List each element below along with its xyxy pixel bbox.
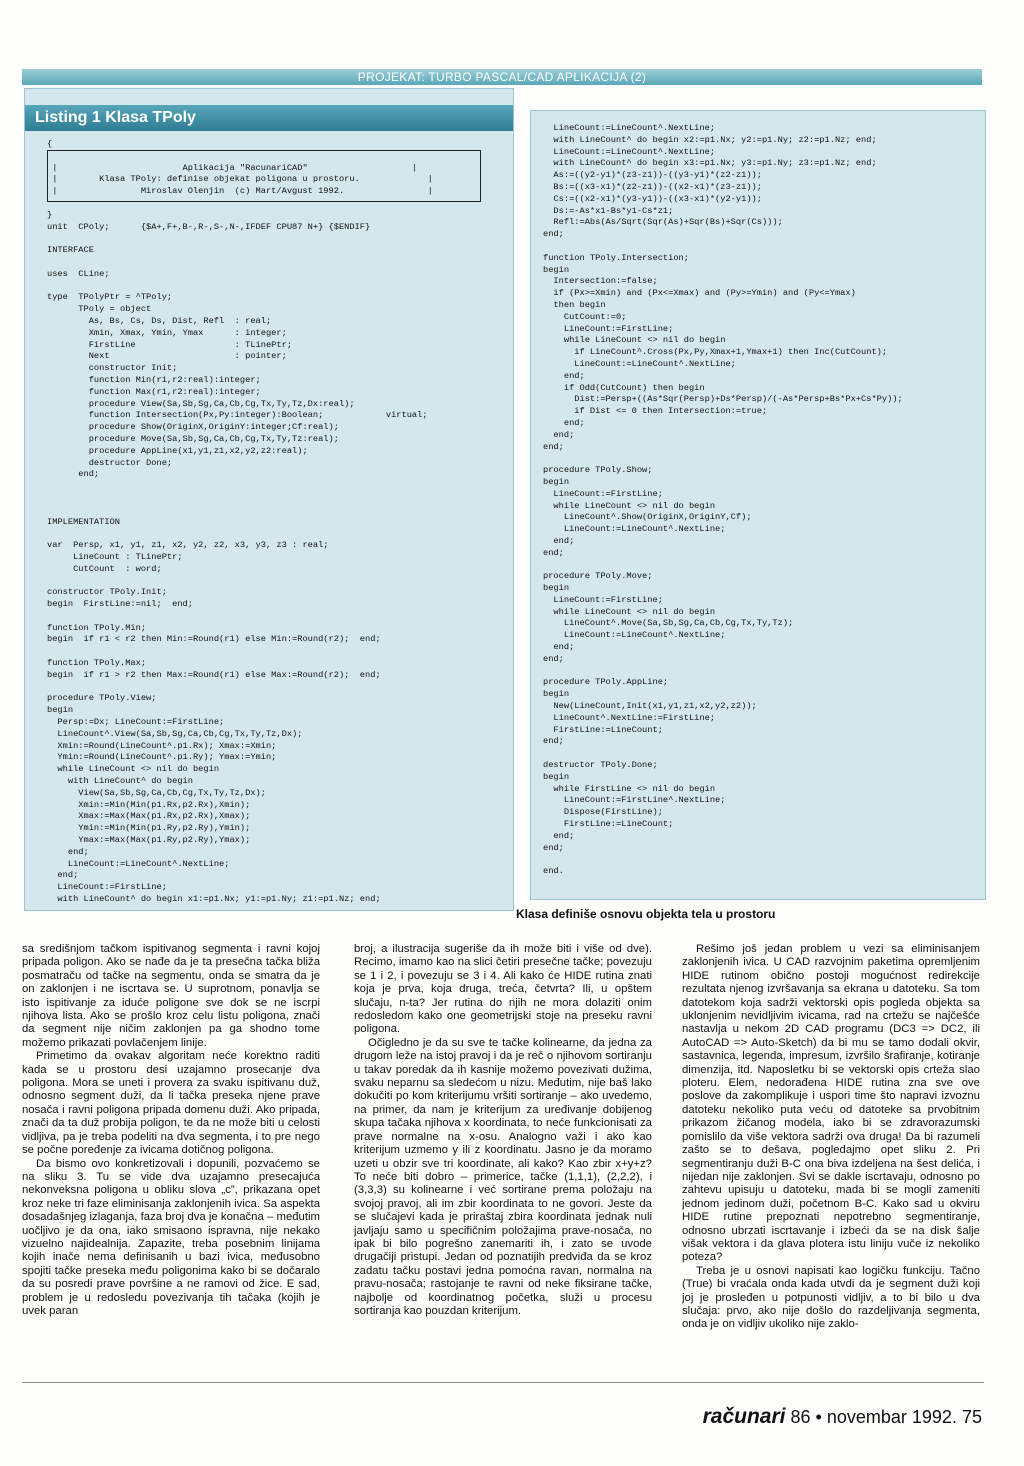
text-column-3 <box>682 943 980 1363</box>
code-listing-left: { | Aplikacija "RacunariCAD" | | Klasa TPoly: definise objekat poligona u prostoru. | | Miroslav Olenjin (c) Mart/Avgust 1992. | } unit CPoly; {$A+,F+,B-,R-,S-,N-,IFDEF CPU87 N+} {$ENDIF} INTERFACE uses CLine; type TPolyPtr = ^TPoly; TPoly = object As, Bs, Cs, Ds, Dist, Refl : real; Xmin, Xmax, Ymin, Ymax : integer; FirstLine : TLinePtr; Next : pointer; constructor Init; function Min(r1,r2:real):integer; function Max(r1,r2:real):integer; procedure View(Sa,Sb,Sg,Ca,Cb,Cg,Tx,Ty,Tz,Dx:real); function Intersection(Px,Py:integer):Boolean; virtual; procedure Show(OriginX,OriginY:integer;Cf:real); procedure Move(Sa,Sb,Sg,Ca,Cb,Cg,Tx,Ty,Tz:real); procedure AppLine(x1,y1,z1,x2,y2,z2:real); destructor Done; end; IMPLEMENTATION var Persp, x1, y1, z1, x2, y2, z2, x3, y3, z3 : real; LineCount : TLinePtr; CutCount : word; constructor TPoly.Init; begin FirstLine:=nil; end; function TPoly.Min; begin if r1 < r2 then Min:=Round(r1) else Min:=Round(r2); end; function TPoly.Max; begin if r1 > r2 then Max:=Round(r1) else Max:=Round(r2); end; procedure TPoly.View; begin Persp:=Dx; LineCount:=FirstLine; LineCount^.View(Sa,Sb,Sg,Ca,Cb,Cg,Tx,Ty,Tz,Dx); Xmin:=Round(LineCount^.p1.Rx); Xmax:=Xmin; Ymin:=Round(LineCount^.p1.Ry); Ymax:=Ymin; while LineCount <> nil do begin with LineCount^ do begin View(Sa,Sb,Sg,Ca,Cb,Cg,Tx,Ty,Tz,Dx); Xmin:=Min(Min(p1.Rx,p2.Rx),Xmin); Xmax:=Max(Max(p1.Rx,p2.Rx),Xmax); Ymin:=Min(Min(p1.Ry,p2.Ry),Ymin); Ymax:=Max(Max(p1.Ry,p2.Ry),Ymax); end; LineCount:=LineCount^.NextLine; end; LineCount:=FirstLine; with LineCount^ do begin x1:=p1.Nx; y1:=p1.Ny; z1:=p1.Nz; end; <box>47 139 433 904</box>
magazine-logo: računari <box>702 1405 786 1428</box>
text-column-2 <box>354 943 652 1363</box>
listing-box-right <box>530 110 986 900</box>
code-listing-right: LineCount:=LineCount^.NextLine; with LineCount^ do begin x2:=p1.Nx; y2:=p1.Ny; z2:=p1.Nz; end; LineCount:=LineCount^.NextLine; with LineCount^ do begin x3:=p1.Nx; y3:=p1.Ny; z3:=p1.Nz; end; As:=((y2-y1)*(z3-z1))-((y3-y1)*(z2-z1)); Bs:=((x3-x1)*(z2-z1))-((x2-x1)*(z3-z1)); Cs:=((x2-x1)*(y3-y1))-((x3-x1)*(y2-y1)); Ds:=-As*x1-Bs*y1-Cs*z1; Refl:=Abs(As/Sqrt(Sqr(As)+Sqr(Bs)+Sqr(Cs))); end; function TPoly.Intersection; begin Intersection:=false; if (Px>=Xmin) and (Px<=Xmax) and (Py>=Ymin) and (Py<=Ymax) then begin CutCount:=0; LineCount:=FirstLine; while LineCount <> nil do begin if LineCount^.Cross(Px,Py,Xmax+1,Ymax+1) then Inc(CutCount); LineCount:=LineCount^.NextLine; end; if Odd(CutCount) then begin Dist:=Persp+((As*Sqr(Persp)+Ds*Persp)/(-As*Persp+Bs*Px+Cs*Py)); if Dist <= 0 then Intersection:=true; end; end; end; procedure TPoly.Show; begin LineCount:=FirstLine; while LineCount <> nil do begin LineCount^.Show(OriginX,OriginY,Cf); LineCount:=LineCount^.NextLine; end; end; procedure TPoly.Move; begin LineCount:=FirstLine; while LineCount <> nil do begin LineCount^.Move(Sa,Sb,Sg,Ca,Cb,Cg,Tx,Ty,Tz); LineCount:=LineCount^.NextLine; end; end; procedure TPoly.AppLine; begin New(LineCount,Init(x1,y1,z1,x2,y2,z2)); LineCount^.NextLine:=FirstLine; FirstLine:=LineCount; end; destructor TPoly.Done; begin while FirstLine <> nil do begin LineCount:=FirstLine^.NextLine; Dispose(FirstLine); FirstLine:=LineCount; end; end; end. <box>543 123 903 877</box>
footer-rule <box>22 1382 984 1383</box>
page-footer <box>703 1405 982 1429</box>
bullet-separator: • <box>815 1407 822 1427</box>
paragraph: Treba je u osnovi napisati kao logičku funkciju. Tačno (True) bi vraćala onda kada utvdi da je segment duži koji joj je prosleđen u potpunosti vidljiv, a to bi bilo u dva slučaja: prvo, ako nije došlo do razdeljivanja segmenta, onda je on vidljiv ukoliko nije zaklo- <box>682 1264 980 1331</box>
listing-title: Listing 1 Klasa TPoly <box>25 105 513 131</box>
issue-number: 86 <box>790 1407 811 1427</box>
paragraph: Očigledno je da su sve te tačke kolinearne, da jedna za drugom leže na istoj pravoj i da je reč o njihovom sortiranju u takav poredak da ih kasnije možemo povezivati dužima, svaku neparnu sa sledećom u nizu. Međutim, nije baš lako dokučiti po kom kriterijumu vršiti sortiranje – ako uvedemo, na primer, da nam je kriterijum za uređivanje dobijenog skupa tačaka njihova x koordinata, to neće funkcionisati za prave normalne na x-osu. Analogno važi i ako kao kriterijum uzmemo y ili z koordinatu. Jasno je da moramo uzeti u obzir sve tri koordinate, ali kako? Kao zbir x+y+z? To neće biti dobro – primerice, tačke (1,1,1), (2,2,2), i (3,3,3) su kolinearne i već sortirane prema položaju na svojoj pravoj, ali im zbir koordinata to ne govori. Jeste da se slučajevi kada je priraštaj zbira koordinata jednak nuli javljaju samo u specifičnim položajima prave-nosača, no ipak bi bilo pogrešno zanemariti ih, i zato se uvode drugačiji pristupi. Jedan od poznatijih predviđa da se kroz zadatu tačku postavi jedna pomoćna ravan, normalna na pravu-nosača; rastojanje te ravni od neke fiksirane tačke, najbolje od koordinatnog početka, služi u procesu sortiranja kao pouzdan kriterijum. <box>354 1036 652 1317</box>
paragraph: sa središnjom tačkom ispitivanog segmenta i ravni kojoj pripada poligon. Ako se nađe da je ta presečna tačka bliža posmatraču od tačke na segmentu, onda se smatra da je on zaklonjen i ne iscrtava se. U suprotnom, ponavlja se isto ispitivanje za iduće poligone sve dok se ne iscrpi njihova lista. Ako se prošlo kroz celu listu poligona, znači da segment nije ničim zaklonjen pa ga shodno tome možemo prikazati povlačenjem linije. <box>22 943 320 1049</box>
text-column-1 <box>22 943 320 1363</box>
section-banner: PROJEKAT: TURBO PASCAL/CAD APLIKACIJA (2) <box>22 69 982 85</box>
paragraph: Rešimo još jedan problem u vezi sa eliminisanjem zaklonjenih ivica. U CAD razvojnim paketima opremljenim HIDE rutinom obično postoji mogućnost redirekcije rezultata njenog izvršavanja sa ekrana u datoteku. Sa tom datotekom koja sadrži vektorski opis pogleda objekta sa uklonjenim nevidljivim ivicama, rad na crtežu se najčešće nastavlja u nekom 2D CAD programu (DC3 => DC2, ili AutoCAD => Auto-Sketch) da bi mu se tamo dodali okvir, sastavnica, legenda, impresum, izvršilo šrafiranje, kotiranje dimenzija, itd. Naposletku bi se vektorski opis crteža slao ploteru. Elem, nedorađena HIDE rutina zna sve ove poslove da zakomplikuje i uspori time što napravi izvoznu datoteku nekoliko puta veću od datoteke sa prvobitnim prikazom žičanog modela, iako bi se zdravorazumski pomislilo da više vektora sadrži ova druga! Da bi razumeli zašto se to dešava, pogledajmo opet sliku 2. Pri segmentiranju duži B-C ona biva izdeljena na šest delića, i nijedan nije zaklonjen. Svi se dakle iscrtavaju, odnosno po zahtevu upisuju u datoteku, mada bi se mogli zameniti jednom jedinom duži, početnom B-C. Kako sad u okviru HIDE rutine prepoznati nepotrebno segmentiranje, odnosno ubrzati iscrtavanje i izbeći da se na disk šalje višak vektora i da glava plotera istu liniju vuče iz nekoliko poteza? <box>682 943 980 1264</box>
listing-box-left <box>24 88 514 911</box>
listing-caption: Klasa definiše osnovu objekta tela u prostoru <box>516 907 776 921</box>
page-number: 75 <box>961 1407 982 1427</box>
paragraph: broj, a ilustracija sugeriše da ih može biti i više od dve). Recimo, imamo kao na slici četiri presečne tačke; povezuju se 1 i 2, i povezuju se 3 i 4. Ali kako će HIDE rutina znati koja je prva, koja druga, treća, četvrta? Ili, u opštem slučaju, n-ta? Jer rutina do njih ne mora dolaziti onim redosledom kako one geometrijski stoje na preseku ravni poligona. <box>354 943 652 1036</box>
paragraph: Primetimo da ovakav algoritam neće korektno raditi kada se u prostoru desi uzajamno prosecanje dva poligona. Mora se uneti i provera za svaku ispitivanu duž, odnosno segment duži, da li tačka preseka njene prave nosača i ravni poligona pripada domenu duži. Ako pripada, znači da ta duž probija poligon, te da ne može biti u celosti vidljiva, pa je treba podeliti na dva segmenta, i to pre nego se počne poređenje za ivicama dotičnog poligona. <box>22 1050 320 1157</box>
issue-date: novembar 1992. <box>826 1407 957 1427</box>
paragraph: Da bismo ovo konkretizovali i dopunili, pozvaćemo se na sliku 3. Tu se vide dva uzajamno presecajuća nekonveksna poligona u obliku slova „c”, prikazana opet kroz neke tri faze eliminisanja zaklonjenih ivica. Sa aspekta dosadašnjeg izlaganja, faza broj dva je konačna – međutim uočljivo je da ona, iako smisaono ispravna, nije nekako vizuelno najidealnija. Zapazite, treba posebnim linijama kojih inače nema definisanih u bazi ivica, međusobno spojiti tačke preseka među poligonima kako bi se dočaralo da su posredi prave površine a ne ramovi od žice. E sad, problem je u redosledu povezivanja tih tačaka (kojih je uvek paran <box>22 1157 320 1317</box>
